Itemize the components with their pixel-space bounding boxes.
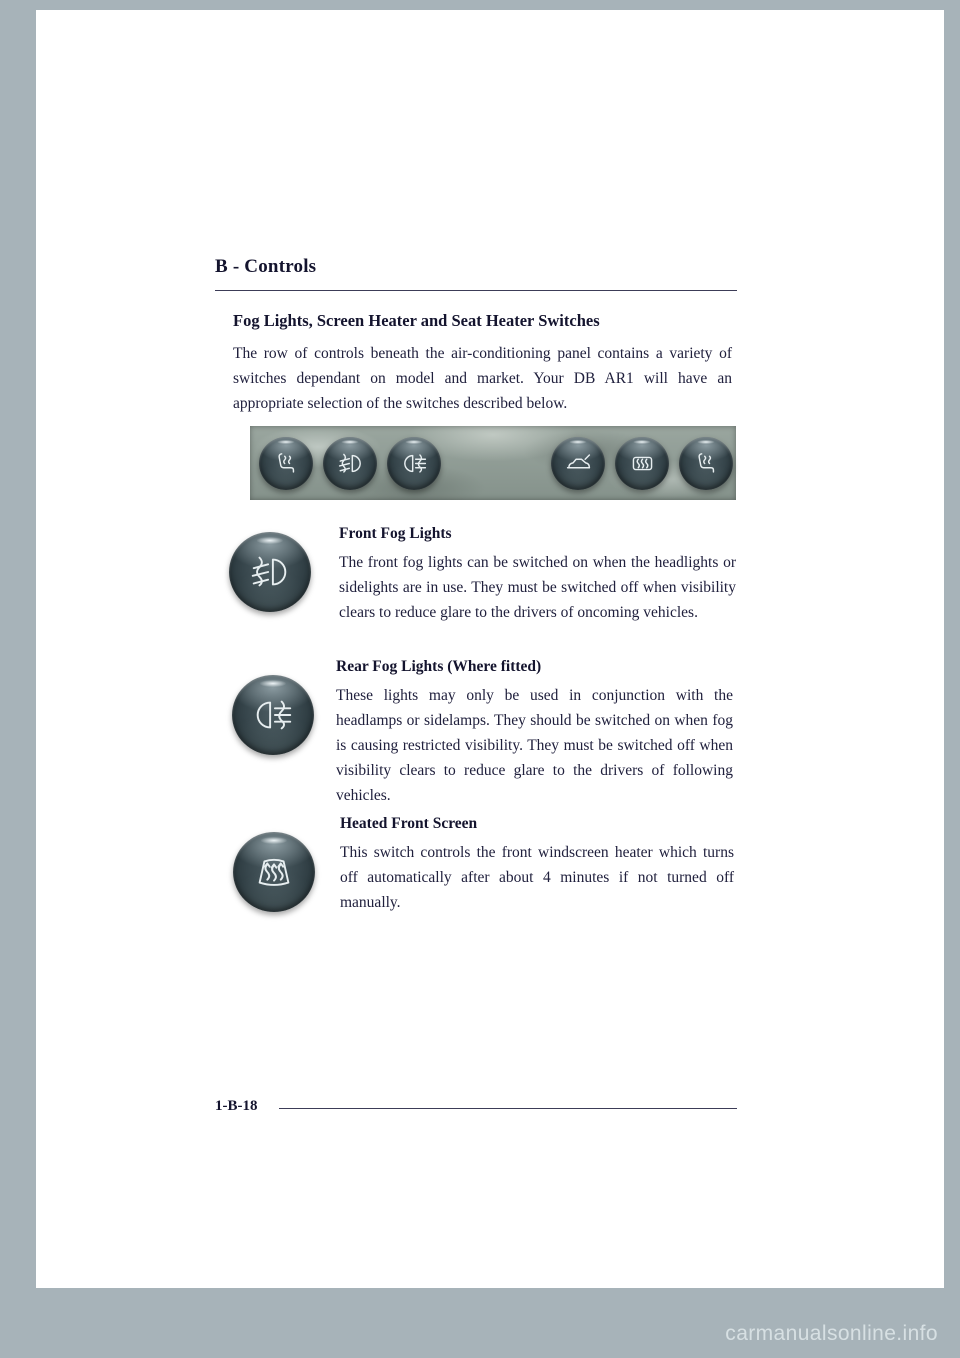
front-fog-icon	[336, 449, 365, 478]
rear-fog-section	[336, 658, 733, 808]
panel-button-front-fog	[323, 437, 377, 490]
rear-fog-icon	[250, 692, 296, 738]
header-rule	[215, 290, 737, 291]
seat-heater-icon	[692, 449, 721, 478]
intro-paragraph: The row of controls beneath the air-conditioning panel contains a variety of switches dependant on model and market. Your DB AR1 will have an appropriate selection of the switches described below.	[233, 345, 732, 412]
manual-page	[36, 10, 944, 1288]
panel-button-boot	[551, 437, 605, 490]
heated-screen-title: Heated Front Screen	[340, 815, 478, 832]
heated-screen-body: This switch controls the front windscreen heater which turns off automatically after about 4 minutes if not turned off manually.	[340, 844, 734, 911]
panel-button-rear-fog	[387, 437, 441, 490]
boot-open-icon	[564, 449, 593, 478]
heated-screen-switch-illustration	[233, 832, 315, 912]
watermark-text: carmanualsonline.info	[725, 1322, 938, 1345]
panel-button-heated-rear-window	[615, 437, 669, 490]
front-fog-section	[339, 525, 736, 625]
seat-heater-icon	[272, 449, 301, 478]
rear-fog-body: These lights may only be used in conjunction with the headlamps or sidelamps. They should be switched on when fog is causing restricted visibility. They must be switched off when visibility clears to reduce glare to the drivers of following vehicles.	[336, 687, 733, 804]
page-number: 1-B-18	[215, 1098, 258, 1114]
heated-screen-section	[340, 815, 734, 915]
rear-fog-icon	[400, 449, 429, 478]
control-panel-photo	[250, 426, 736, 500]
section-title: Fog Lights, Screen Heater and Seat Heater Switches	[233, 311, 600, 330]
panel-button-seat-heater-right	[679, 437, 733, 490]
chapter-title: B - Controls	[215, 256, 317, 277]
front-fog-title: Front Fog Lights	[339, 525, 452, 542]
front-fog-switch-illustration	[229, 532, 311, 612]
footer-rule	[279, 1108, 737, 1109]
front-fog-icon	[247, 549, 293, 595]
front-fog-body: The front fog lights can be switched on when the headlights or sidelights are in use. They must be switched off when visibility clears to reduce glare to the drivers of oncoming vehicles.	[339, 554, 736, 621]
rear-fog-switch-illustration	[232, 675, 314, 755]
rear-fog-title: Rear Fog Lights (Where fitted)	[336, 658, 542, 675]
heated-screen-icon	[251, 849, 297, 895]
heated-rear-window-icon	[628, 449, 657, 478]
panel-button-seat-heater-left	[259, 437, 313, 490]
